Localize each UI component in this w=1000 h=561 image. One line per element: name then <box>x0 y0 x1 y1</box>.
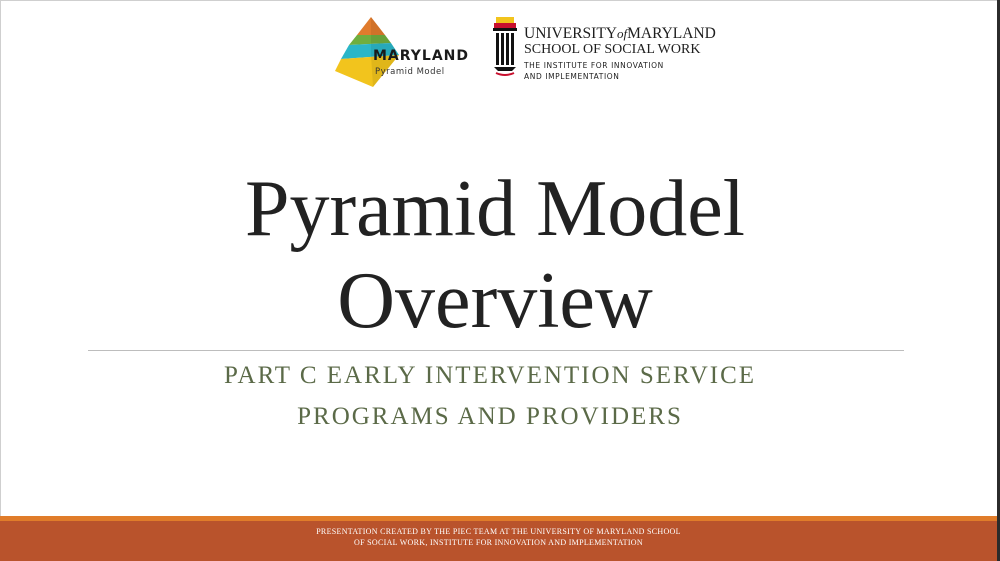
footer-credit-line2: OF SOCIAL WORK, INSTITUTE FOR INNOVATION AND IMPLEMENTATION <box>354 538 643 547</box>
umd-school-name: SCHOOL OF SOCIAL WORK <box>524 42 701 57</box>
umd-name: UNIVERSITYofMARYLAND <box>524 25 716 42</box>
footer-credit-line1: PRESENTATION CREATED BY THE PIEC TEAM AT THE UNIVERSITY OF MARYLAND SCHOOL <box>316 527 681 536</box>
umd-mace-icon <box>490 17 520 83</box>
maryland-pyramid-logo <box>333 15 470 90</box>
umd-ssw-logo <box>490 15 750 95</box>
slide-subtitle-line2: PROGRAMS AND PROVIDERS <box>297 403 683 430</box>
maryland-logo-word: MARYLAND <box>373 48 470 64</box>
title-divider <box>88 350 904 351</box>
umd-institute-line1: THE INSTITUTE FOR INNOVATION <box>524 61 664 70</box>
maryland-logo-subtitle: Pyramid Model <box>375 67 445 77</box>
slide-subtitle-line1: PART C EARLY INTERVENTION SERVICE <box>223 362 757 389</box>
umd-institute-line2: AND IMPLEMENTATION <box>524 72 620 81</box>
slide-title-line1: Pyramid Model <box>245 165 745 253</box>
slide-title-line2: Overview <box>337 257 653 345</box>
